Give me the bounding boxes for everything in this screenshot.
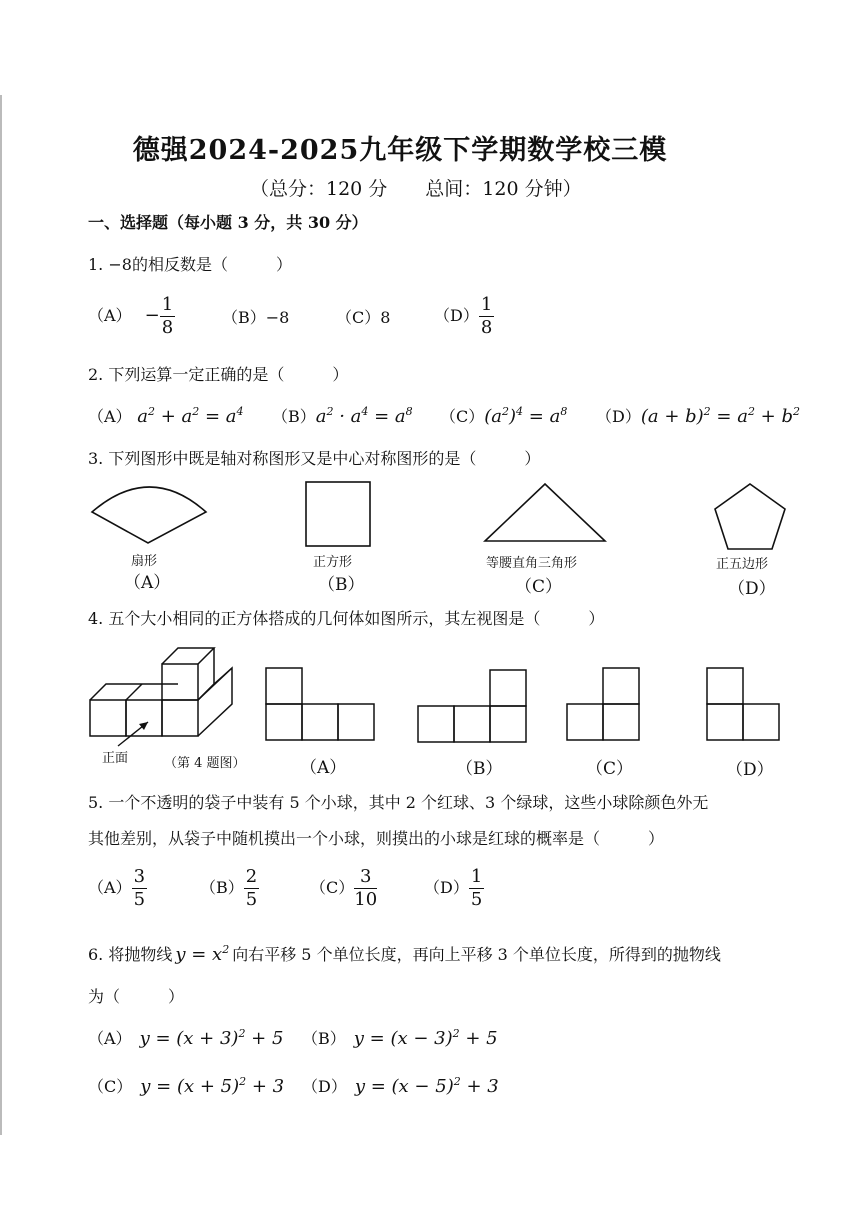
q5-option-c: （C） $\frac{3}{10}$ <box>310 866 378 910</box>
fraction: $\frac{1}{8}$ <box>161 294 174 338</box>
q6-option-d: （D） $y = (x - 5)^2 + 3$ <box>302 1075 499 1097</box>
q4-view-d <box>707 668 779 740</box>
q4-label-d: （D） <box>726 760 774 780</box>
q4-view-c <box>567 668 639 740</box>
shape-name-c: 等腰直角三角形 <box>486 556 578 571</box>
q4-label-c: （C） <box>586 759 634 779</box>
shape-name-d: 正五边形 <box>716 557 769 572</box>
q3-label-c: （C） <box>515 577 563 597</box>
q1-option-c: （C）8 <box>336 308 391 327</box>
q3-stem: 3. 下列图形中既是轴对称图形又是中心对称图形的是（ ） <box>88 449 541 468</box>
option-label: （A） <box>88 306 132 325</box>
q2-option-c: $(C)(a^2)^4 = a^8$ <box>440 405 568 427</box>
exam-subtitle: （总分：120 分 总间：120 分钟） <box>250 178 582 200</box>
isosceles-right-triangle-shape <box>485 484 605 541</box>
q6-stem-line1: 6. 将抛物线 $y = x^2$ 向右平移 5 个单位长度，再向上平移 3 个单位长度，所得到的抛物线 <box>88 943 721 965</box>
q5-stem-line1: 5. 一个不透明的袋子中装有 5 个小球，其中 2 个红球、3 个绿球，这些小球除颜色外无 <box>88 793 709 812</box>
q4-view-b <box>418 670 526 742</box>
regular-pentagon-shape <box>715 484 785 549</box>
q4-label-a: （A） <box>300 758 347 778</box>
q4-label-b: （B） <box>456 759 503 779</box>
q4-stem: 4. 五个大小相同的正方体搭成的几何体如图所示，其左视图是（ ） <box>88 609 605 628</box>
q6-option-b: （B） $y = (x - 3)^2 + 5$ <box>302 1027 498 1049</box>
shape-name-b: 正方形 <box>313 555 353 570</box>
q5-option-b: （B） $\frac{2}{5}$ <box>200 866 258 910</box>
front-label: 正面 <box>102 751 129 766</box>
minus-sign: − <box>144 305 160 326</box>
q6-option-a: （A） $y = (x + 3)^2 + 5$ <box>88 1027 284 1049</box>
q1-stem: 1. −8的相反数是（ ） <box>88 255 292 274</box>
sector-shape <box>92 487 206 543</box>
q2-option-d: $(D)(a + b)^2 = a^2 + b^2$ <box>596 405 800 427</box>
shape-name-a: 扇形 <box>131 554 158 569</box>
q2-option-a: （A） $a^2 + a^2 = a^4$ <box>88 405 244 427</box>
q5-option-a: （A） $\frac{3}{5}$ <box>88 866 146 910</box>
cube-solid <box>90 648 232 736</box>
exam-title: 德强2024-2025九年级下学期数学校三模 <box>132 135 668 166</box>
q5-option-d: （D） $\frac{1}{5}$ <box>424 866 483 910</box>
q3-label-d: （D） <box>728 579 776 599</box>
q5-stem-line2: 其他差别，从袋子中随机摸出一个小球，则摸出的小球是红球的概率是（ ） <box>88 829 665 848</box>
fraction: $\frac{1}{8}$ <box>480 294 493 338</box>
q4-view-a <box>266 668 374 740</box>
q6-stem-line2: 为（ ） <box>88 987 185 1006</box>
option-label: （D） <box>434 306 479 325</box>
q3-label-b: （B） <box>318 575 365 595</box>
section-heading: 一、选择题（每小题 3 分，共 30 分） <box>88 213 368 232</box>
q2-stem: 2. 下列运算一定正确的是（ ） <box>88 365 349 384</box>
q6-option-c: （C） $y = (x + 5)^2 + 3$ <box>88 1075 285 1097</box>
q3-label-a: （A） <box>124 573 171 593</box>
square-shape <box>306 482 370 546</box>
figure-caption: （第 4 题图） <box>164 756 246 771</box>
q2-option-b: $(B)a^2 \cdot a^4 = a^8$ <box>272 405 413 427</box>
q1-option-b: （B）−8 <box>222 308 290 327</box>
